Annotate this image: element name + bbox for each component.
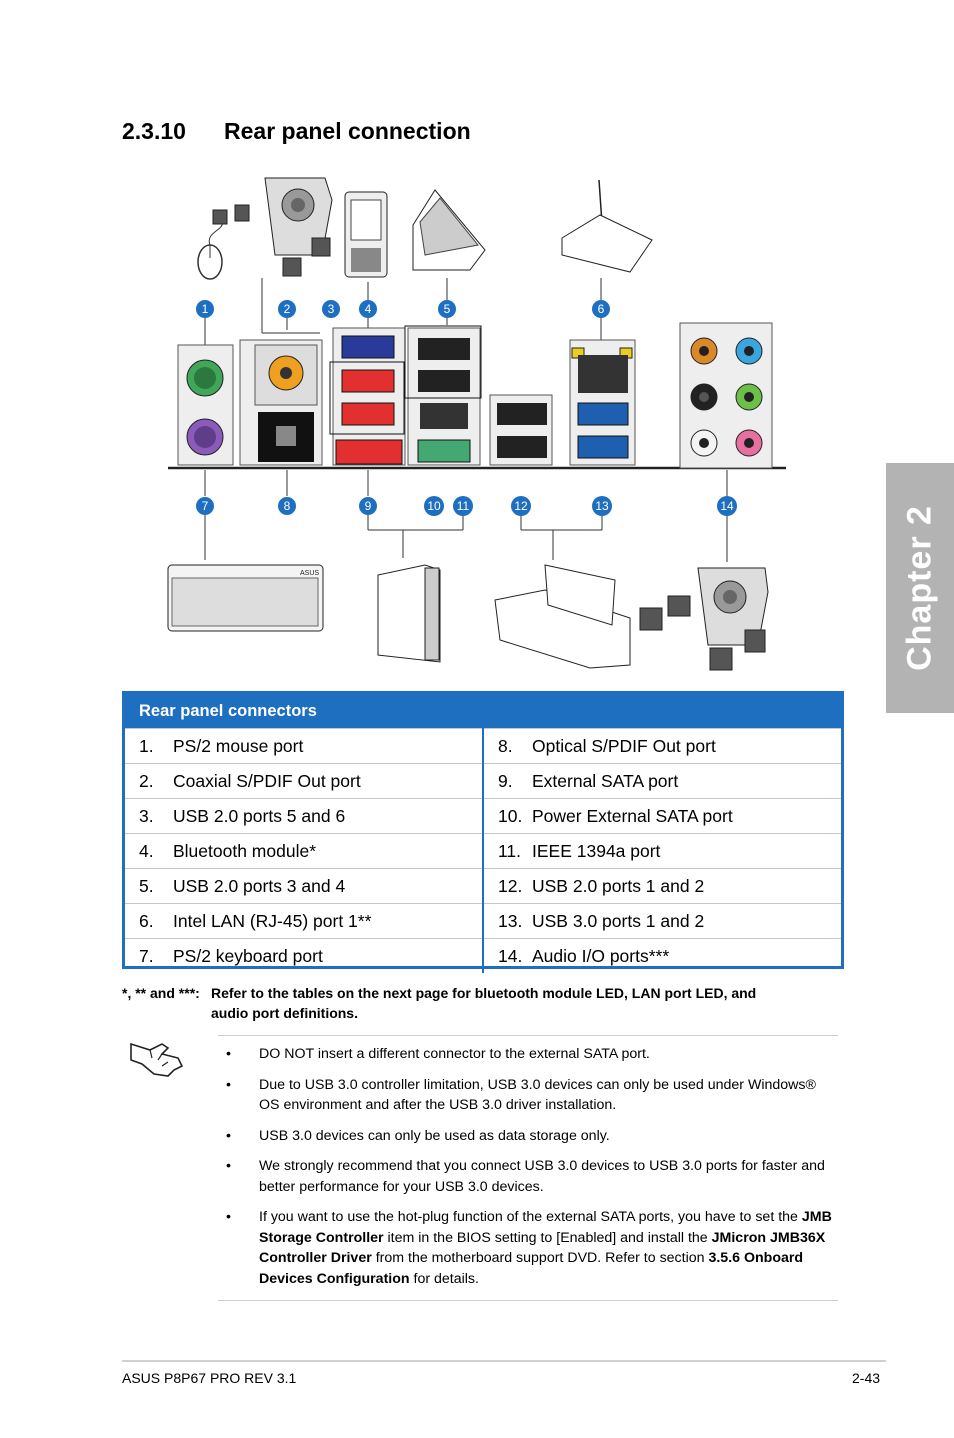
- notes-box: [218, 1035, 838, 1301]
- callout-12: [511, 496, 531, 516]
- svg-text:6: 6: [597, 302, 605, 316]
- lan-usb3-block: [570, 340, 635, 465]
- svg-text:9: 9: [364, 499, 372, 513]
- table-row: 12. USB 2.0 ports 1 and 2: [484, 868, 841, 903]
- table-row: 8. Optical S/PDIF Out port: [484, 728, 841, 763]
- table-row: 3. USB 2.0 ports 5 and 6: [125, 798, 482, 833]
- callout-7: [196, 497, 214, 515]
- svg-text:11: 11: [456, 499, 470, 513]
- list-item: • Due to USB 3.0 controller limitation, USB 3.0 devices can only be used under Windows® OS environment and after the USB 3.0 driver installation.: [226, 1076, 816, 1113]
- callout-14: [717, 496, 737, 516]
- callout-13: [592, 496, 612, 516]
- callout-3: [322, 300, 340, 318]
- list-item: • DO NOT insert a different connector to the external SATA port.: [226, 1046, 650, 1062]
- svg-text:13: 13: [595, 499, 609, 513]
- footnote: [122, 983, 822, 1023]
- note-hand-icon: [128, 1036, 186, 1080]
- laptop-icon: [413, 190, 485, 270]
- external-drive-icon: [378, 565, 440, 662]
- ps2-port-block: [178, 345, 233, 465]
- usb-bluetooth-esata-block: [330, 328, 405, 465]
- table-row: 1. PS/2 mouse port: [125, 728, 482, 763]
- svg-text:14: 14: [720, 499, 734, 513]
- phone-icon: [345, 192, 387, 277]
- list-item: • If you want to use the hot-plug function of the external SATA ports, you have to set the JMB Storage Controller item in the BIOS setting to [Enabled] and install the JMicron JMB36X Controller Driver from the motherboard support DVD. Refer to section 3.5.6 Onboard Devices Configuration for details.: [226, 1209, 832, 1287]
- audio-io-block: [680, 323, 772, 468]
- table-row: 10. Power External SATA port: [484, 798, 841, 833]
- callout-9: [359, 497, 377, 515]
- notes-list: [218, 1044, 838, 1299]
- callout-6: [592, 300, 610, 318]
- keyboard-icon: [168, 565, 323, 631]
- svg-text:2: 2: [283, 302, 291, 316]
- svg-text:1: 1: [201, 302, 209, 316]
- table-right-column: [484, 728, 841, 973]
- footer-divider: [122, 1360, 886, 1362]
- section-title: Rear panel connection: [224, 118, 471, 144]
- usb-1394-block: [405, 326, 481, 465]
- mouse-icon: [198, 222, 222, 279]
- svg-text:4: 4: [364, 302, 372, 316]
- svg-text:10: 10: [427, 499, 441, 513]
- table-row: 4. Bluetooth module*: [125, 833, 482, 868]
- svg-text:3: 3: [327, 302, 335, 316]
- table-row: 9. External SATA port: [484, 763, 841, 798]
- speaker-set-icon: [213, 178, 332, 276]
- callout-2: [278, 300, 296, 318]
- table-row: 14. Audio I/O ports***: [484, 938, 841, 973]
- svg-text:5: 5: [443, 302, 451, 316]
- svg-text:7: 7: [201, 499, 209, 513]
- table-row: 11. IEEE 1394a port: [484, 833, 841, 868]
- printer-icon: [495, 565, 630, 668]
- speaker-set-bottom-icon: [640, 568, 768, 670]
- svg-text:8: 8: [283, 499, 291, 513]
- table-row: 6. Intel LAN (RJ-45) port 1**: [125, 903, 482, 938]
- page-number: 2-43: [852, 1370, 881, 1386]
- chapter-tab-label: Chapter 2: [900, 505, 939, 671]
- wireless-router-icon: [562, 180, 652, 272]
- table-row: 5. USB 2.0 ports 3 and 4: [125, 868, 482, 903]
- section-number: 2.3.10: [122, 118, 186, 144]
- list-item: • We strongly recommend that you connect USB 3.0 devices to USB 3.0 ports for faster and better performance for your USB 3.0 devices.: [226, 1158, 825, 1195]
- callout-1: [196, 300, 214, 318]
- rear-panel-diagram: [160, 172, 800, 672]
- rear-panel-connectors-table: [122, 691, 844, 969]
- footer-product: ASUS P8P67 PRO REV 3.1: [122, 1370, 297, 1386]
- table-row: 2. Coaxial S/PDIF Out port: [125, 763, 482, 798]
- table-row: 13. USB 3.0 ports 1 and 2: [484, 903, 841, 938]
- callout-8: [278, 497, 296, 515]
- callout-10: [424, 496, 444, 516]
- spdif-port-block: [240, 340, 322, 465]
- table-row: 7. PS/2 keyboard port: [125, 938, 482, 973]
- list-item: • USB 3.0 devices can only be used as data storage only.: [226, 1127, 610, 1144]
- section-heading: [122, 118, 471, 145]
- svg-text:12: 12: [514, 499, 528, 513]
- svg-text:ASUS: ASUS: [300, 570, 320, 577]
- usb-1-2-block: [490, 395, 552, 465]
- table-header: Rear panel connectors: [125, 694, 841, 728]
- chapter-tab: [886, 463, 954, 713]
- callout-4: [359, 300, 377, 318]
- table-left-column: [125, 728, 484, 973]
- callout-11: [453, 496, 473, 516]
- footnote-tag: *, ** and ***:: [122, 985, 200, 1001]
- footnote-line-2: audio port definitions.: [211, 1005, 358, 1021]
- footnote-line-1: Refer to the tables on the next page for bluetooth module LED, LAN port LED, and: [211, 985, 757, 1001]
- callout-5: [438, 300, 456, 318]
